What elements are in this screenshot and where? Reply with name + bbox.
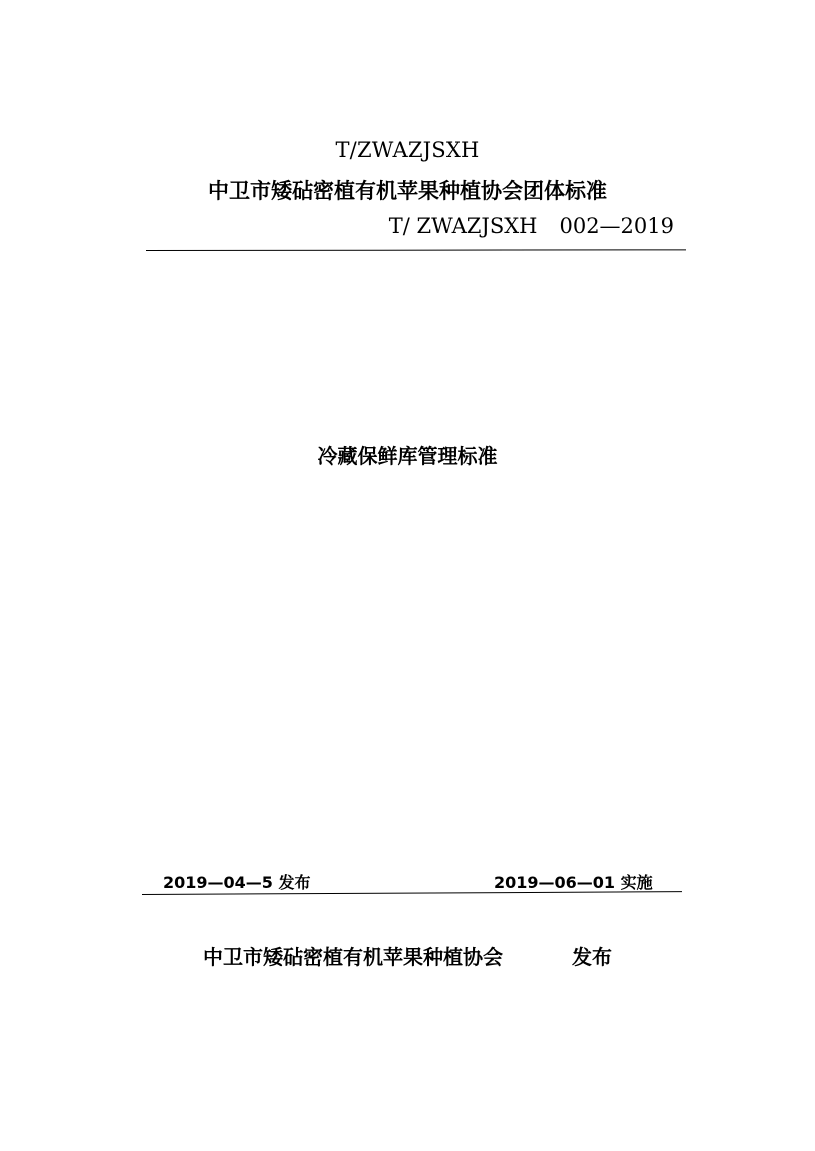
standard-number — [389, 214, 674, 238]
document-title: 冷藏保鲜库管理标准 — [317, 444, 498, 468]
publish-date: 2019—04—5 发布 — [163, 873, 311, 892]
effective-date: 2019—06—01 实施 — [494, 873, 653, 892]
publisher-name: 中卫市矮砧密植有机苹果种植协会 — [203, 945, 503, 969]
top-divider — [146, 249, 686, 251]
standard-number-prefix: T/ ZWAZJSXH — [388, 214, 538, 238]
organization-standard-heading: 中卫市矮砧密植有机苹果种植协会团体标准 — [208, 178, 607, 203]
standard-code: T/ZWAZJSXH — [335, 138, 480, 162]
standard-number-suffix: 002—2019 — [559, 214, 674, 238]
publisher-action: 发布 — [572, 945, 612, 969]
